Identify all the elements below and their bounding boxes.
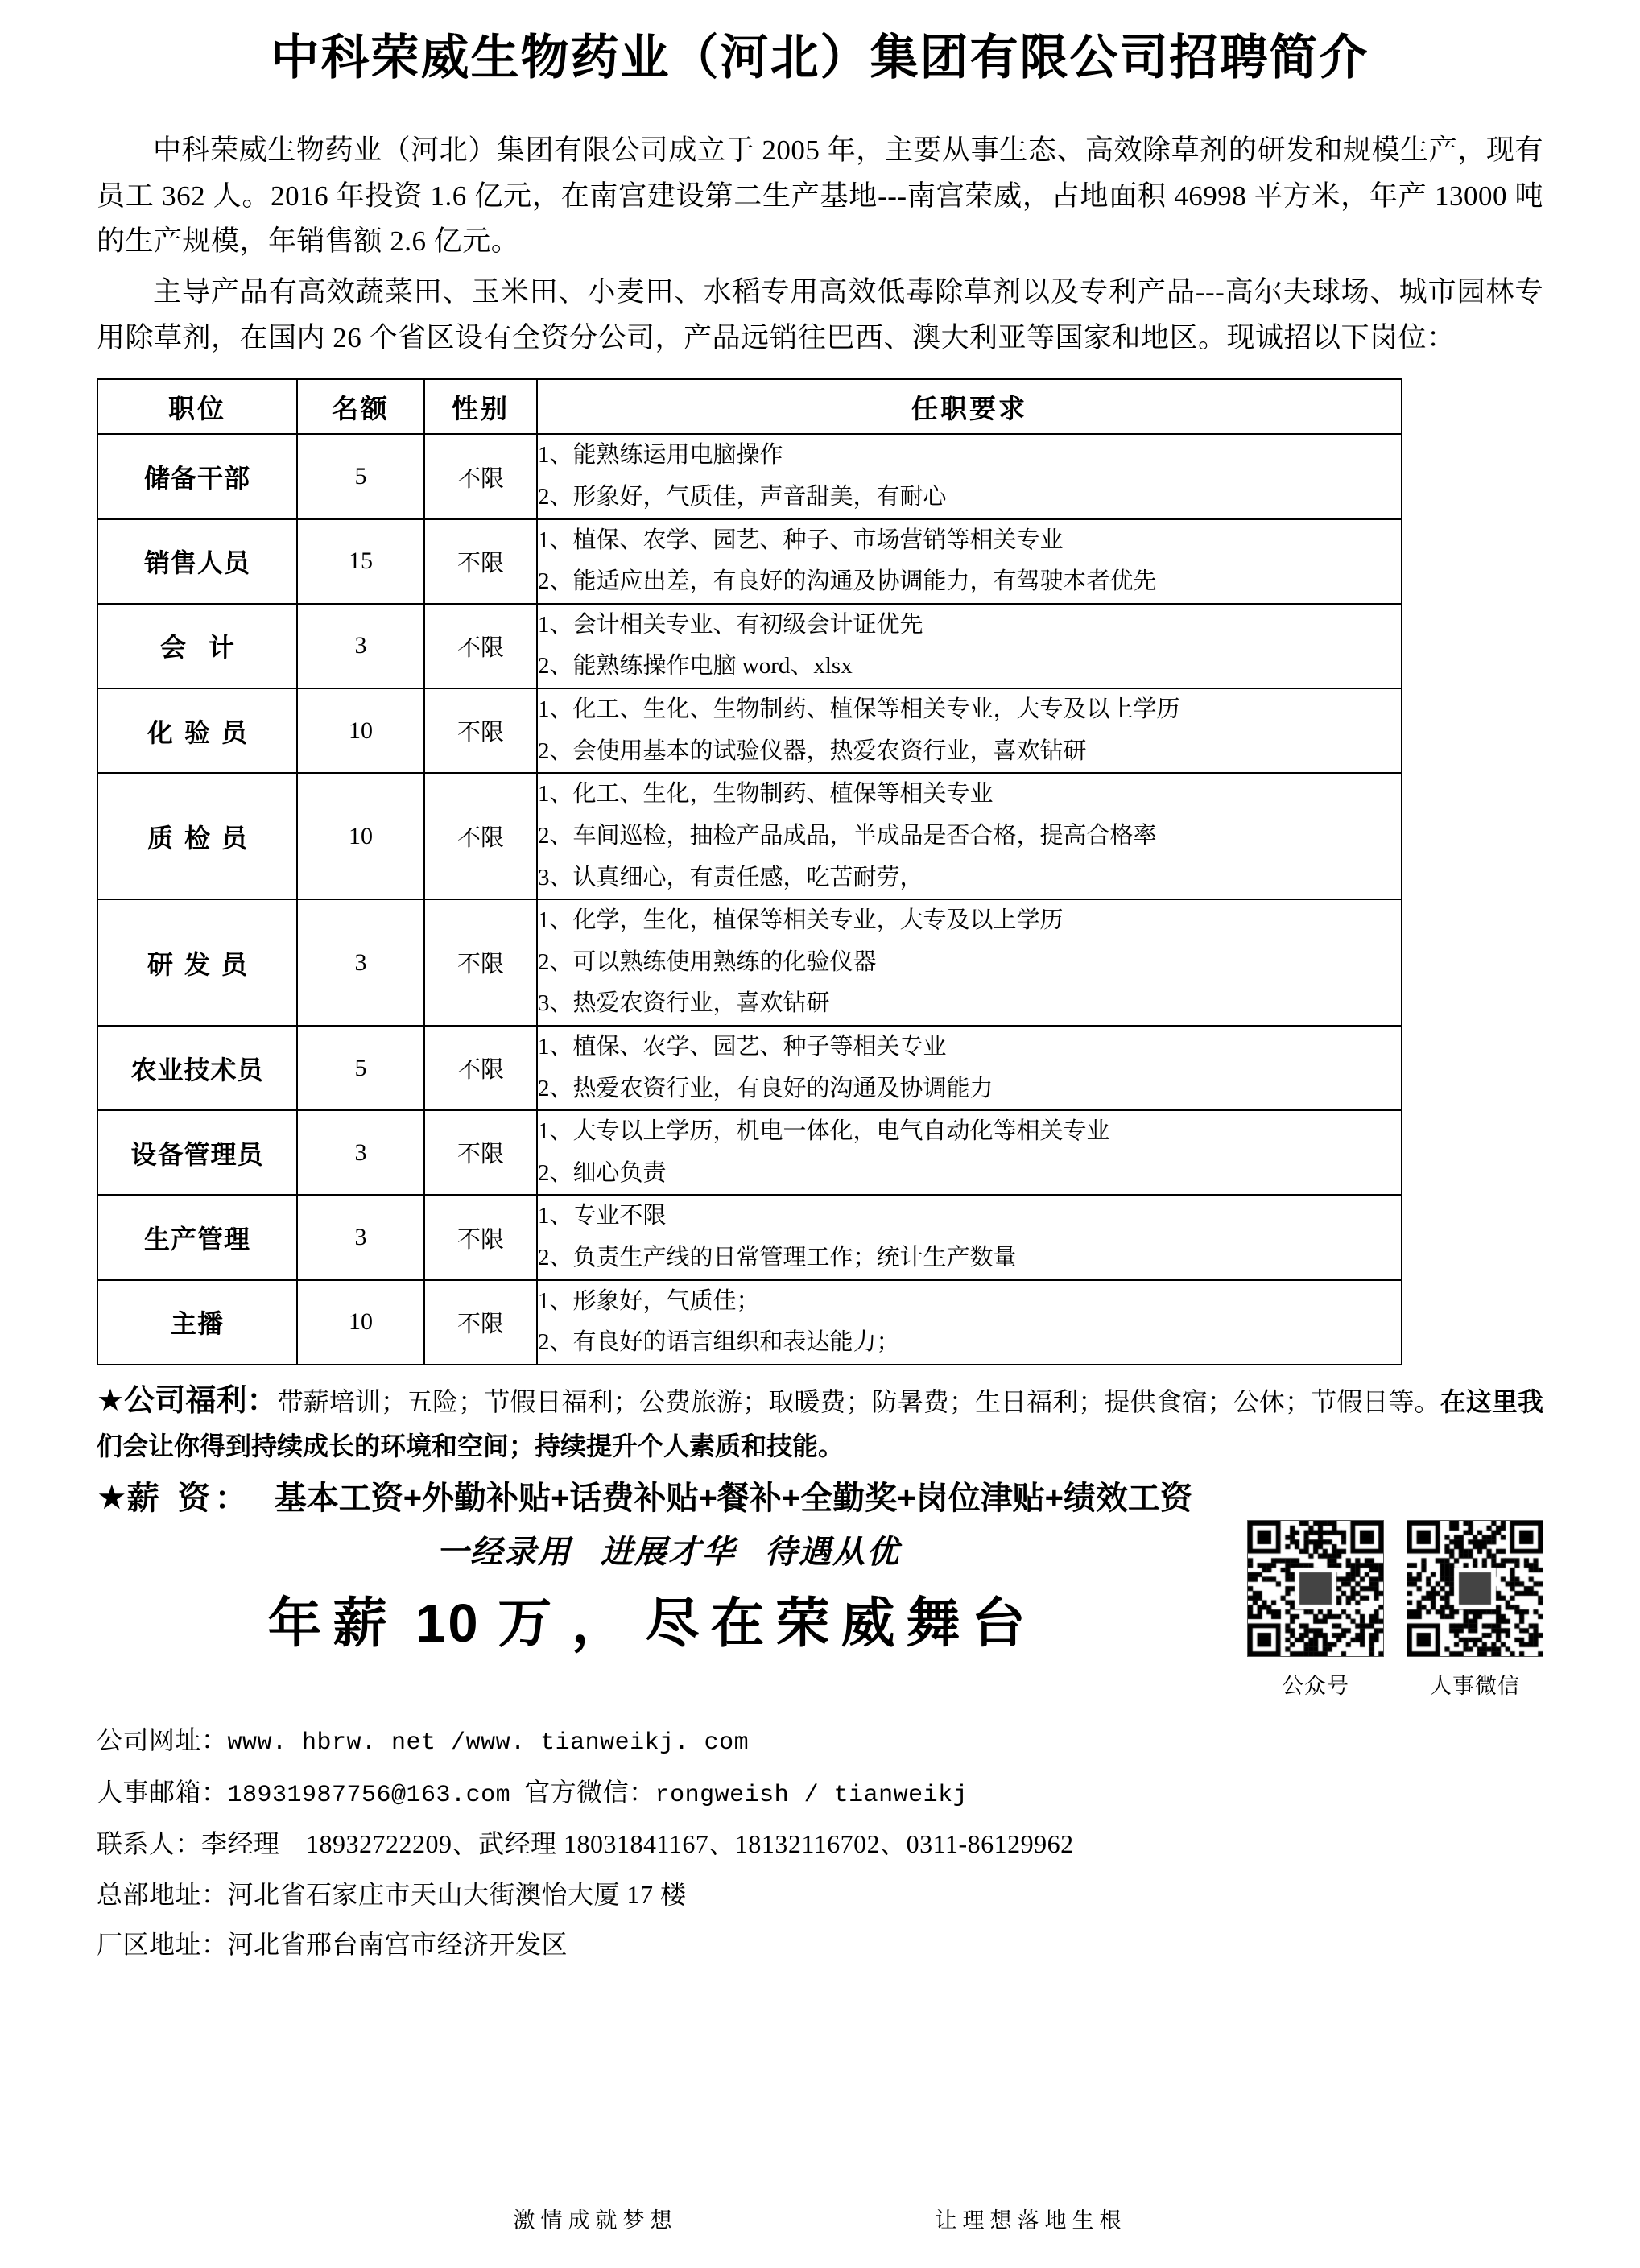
intro-section <box>97 128 1543 361</box>
requirement-item: 1、形象好，气质佳； <box>538 1287 760 1314</box>
table-body <box>97 434 1402 1364</box>
contact-person-line <box>97 1819 1543 1869</box>
hq-address-value: 河北省石家庄市天山大街澳怡大厦 17 楼 <box>227 1879 687 1909</box>
qr-item-official-account <box>1247 1520 1384 1700</box>
cell-count: 10 <box>297 773 424 899</box>
cell-requirements <box>537 1195 1402 1279</box>
cell-position: 质检员 <box>97 773 297 899</box>
requirement-item: 1、植保、农学、园艺、种子等相关专业 <box>538 1033 947 1060</box>
cell-position: 研发员 <box>97 899 297 1026</box>
benefits-text: 带薪培训；五险；节假日福利；公费旅游；取暖费；防暑费；生日福利；提供食宿；公休；节假日等。 <box>277 1386 1440 1416</box>
slogan-comma: ， <box>571 1593 628 1655</box>
cell-requirements <box>537 899 1402 1026</box>
cell-position: 设备管理员 <box>97 1110 297 1195</box>
slogan-line-1 <box>97 1526 1135 1572</box>
column-header-position: 职位 <box>97 379 297 434</box>
qr-caption-official-account: 公众号 <box>1282 1674 1349 1699</box>
footer-slogan-right: 让理想落地生根 <box>935 2208 1127 2233</box>
salary-value: 基本工资+外勤补贴+话费补贴+餐补+全勤奖+岗位津贴+绩效工资 <box>274 1481 1192 1517</box>
cell-requirements <box>537 1280 1402 1365</box>
qr-item-hr-wechat <box>1407 1520 1543 1700</box>
plant-address-label: 厂区地址： <box>97 1930 228 1959</box>
slogan-text-block <box>97 1526 1135 1658</box>
requirement-item: 2、能熟练操作电脑 word、xlsx <box>538 653 853 680</box>
email-value[interactable]: 18931987756@163.com <box>227 1781 511 1809</box>
requirement-item: 3、热爱农资行业，喜欢钻研 <box>538 990 830 1017</box>
cell-gender: 不限 <box>424 688 537 773</box>
cell-count: 5 <box>297 1026 424 1110</box>
requirement-item: 2、能适应出差，有良好的沟通及协调能力，有驾驶本者优先 <box>538 568 1157 595</box>
requirement-item: 1、化工、生化、生物制药、植保等相关专业，大专及以上学历 <box>538 696 1180 723</box>
cell-requirements <box>537 519 1402 604</box>
slogan-salary-unit: 万 <box>498 1593 555 1655</box>
cell-position: 销售人员 <box>97 519 297 604</box>
requirement-item: 2、负责生产线的日常管理工作；统计生产数量 <box>538 1245 1017 1271</box>
requirement-item: 1、植保、农学、园艺、种子、市场营销等相关专业 <box>538 527 1064 553</box>
cell-gender: 不限 <box>424 1280 537 1365</box>
cell-count: 10 <box>297 688 424 773</box>
slogan-phrase-3: 待遇从优 <box>765 1535 900 1571</box>
hq-address-label: 总部地址： <box>97 1879 228 1909</box>
slogan-phrase-1: 一经录用 <box>436 1535 572 1571</box>
cell-gender: 不限 <box>424 519 537 604</box>
slogan-salary-suffix: 尽在荣威舞台 <box>645 1593 1037 1655</box>
contact-email-line <box>97 1767 1543 1820</box>
requirement-item: 1、能熟练运用电脑操作 <box>538 442 783 469</box>
requirement-item: 1、专业不限 <box>538 1203 667 1229</box>
benefits-label: 公司福利： <box>124 1383 278 1418</box>
intro-paragraph-2: 主导产品有高效蔬菜田、玉米田、小麦田、水稻专用高效低毒除草剂以及专利产品---高尔夫球场、城市园林专用除草剂，在国内 26 个省区设有全资分公司，产品远销往巴西、澳大利亚等国家和地区。现诚招以下岗位： <box>97 276 1543 353</box>
requirement-item: 2、细心负责 <box>538 1159 667 1186</box>
requirement-item: 2、有良好的语言组织和表达能力； <box>538 1329 900 1356</box>
slogan-salary-prefix: 年薪 <box>267 1593 399 1655</box>
table-row <box>97 519 1402 604</box>
cell-position: 储备干部 <box>97 434 297 518</box>
intro-paragraph-1: 中科荣威生物药业（河北）集团有限公司成立于 2005 年，主要从事生态、高效除草剂的研发和规模生产，现有员工 362 人。2016 年投资 1.6 亿元，在南宫建设第二生产基地---南宫荣威，占地面积 46998 平方米，年产 13000 吨的生产规模，年销售额 2.6 亿元。 <box>97 134 1543 258</box>
cell-position: 生产管理 <box>97 1195 297 1279</box>
cell-count: 10 <box>297 1280 424 1365</box>
salary-label: 薪 资： <box>126 1481 252 1517</box>
company-benefits <box>97 1377 1543 1468</box>
cell-requirements <box>537 773 1402 899</box>
cell-position: 化验员 <box>97 688 297 773</box>
qr-code-hr-wechat[interactable] <box>1407 1520 1543 1657</box>
requirement-item: 1、会计相关专业、有初级会计证优先 <box>538 611 923 638</box>
star-icon-salary: ★ <box>97 1478 127 1517</box>
slogan-line-2 <box>97 1580 1135 1658</box>
cell-count: 3 <box>297 899 424 1026</box>
cell-gender: 不限 <box>424 434 537 518</box>
cell-position: 主播 <box>97 1280 297 1365</box>
cell-requirements <box>537 604 1402 688</box>
table-row <box>97 899 1402 1026</box>
cell-requirements <box>537 1110 1402 1195</box>
requirement-item: 1、化工、生化，生物制药、植保等相关专业 <box>538 781 994 808</box>
cell-gender: 不限 <box>424 773 537 899</box>
table-row <box>97 434 1402 518</box>
footer-slogan-left: 激情成就梦想 <box>513 2208 678 2233</box>
salary-composition <box>97 1473 1543 1518</box>
cell-position: 会计 <box>97 604 297 688</box>
cell-count: 3 <box>297 1195 424 1279</box>
website-label: 公司网址： <box>97 1725 228 1755</box>
table-row <box>97 773 1402 899</box>
contact-person-label: 联系人： <box>97 1829 202 1859</box>
page-title: 中科荣威生物药业（河北）集团有限公司招聘简介 <box>271 31 1369 85</box>
cell-gender: 不限 <box>424 1026 537 1110</box>
slogan-phrase-2: 进展才华 <box>601 1535 736 1571</box>
column-header-count: 名额 <box>297 379 424 434</box>
cell-gender: 不限 <box>424 604 537 688</box>
table-row <box>97 604 1402 688</box>
cell-requirements <box>537 1026 1402 1110</box>
cell-requirements <box>537 688 1402 773</box>
cell-position: 农业技术员 <box>97 1026 297 1110</box>
requirement-item: 2、热爱农资行业，有良好的沟通及协调能力 <box>538 1075 994 1101</box>
requirement-item: 2、形象好，气质佳，声音甜美，有耐心 <box>538 484 947 510</box>
requirement-item: 2、会使用基本的试验仪器，热爱农资行业，喜欢钻研 <box>538 737 1087 764</box>
qr-caption-hr-wechat: 人事微信 <box>1430 1674 1520 1699</box>
star-icon: ★ <box>97 1383 125 1418</box>
email-label: 人事邮箱： <box>97 1777 228 1807</box>
table-row <box>97 1280 1402 1365</box>
plant-address-value: 河北省邢台南宫市经济开发区 <box>227 1930 568 1959</box>
cell-gender: 不限 <box>424 1195 537 1279</box>
cell-gender: 不限 <box>424 1110 537 1195</box>
job-positions-table <box>97 378 1402 1365</box>
qr-code-zone <box>1247 1520 1543 1700</box>
qr-code-official-account[interactable] <box>1247 1520 1384 1657</box>
cell-count: 15 <box>297 519 424 604</box>
contact-person-value: 李经理 18932722209、武经理 18031841167、18132116702、0311-86129962 <box>201 1829 1074 1859</box>
cell-count: 3 <box>297 1110 424 1195</box>
contact-plant-line <box>97 1919 1543 1969</box>
slogan-salary-number: 10 <box>415 1593 481 1655</box>
slogan-and-qr-zone <box>97 1526 1543 1712</box>
wechat-label: 官方微信： <box>524 1777 655 1807</box>
column-header-requirements: 任职要求 <box>537 379 1402 434</box>
wechat-value[interactable]: rongweish / tianweikj <box>655 1781 969 1809</box>
table-row <box>97 1026 1402 1110</box>
table-row <box>97 1195 1402 1279</box>
benefits-emphasis: 在这里我们会让你得到持续成长的环境和空间；持续提升个人素质和技能。 <box>97 1386 1543 1461</box>
requirement-item: 2、可以熟练使用熟练的化验仪器 <box>538 948 877 975</box>
contact-hq-line <box>97 1869 1543 1919</box>
requirement-item: 2、车间巡检，抽检产品成品，半成品是否合格，提高合格率 <box>538 822 1157 849</box>
contact-website-line <box>97 1715 1543 1767</box>
page-footer <box>97 2203 1543 2234</box>
column-header-gender: 性别 <box>424 379 537 434</box>
website-value[interactable]: www. hbrw. net /www. tianweikj. com <box>227 1729 750 1758</box>
table-row <box>97 1110 1402 1195</box>
requirement-item: 1、大专以上学历，机电一体化，电气自动化等相关专业 <box>538 1118 1110 1145</box>
requirement-item: 1、化学，生化，植保等相关专业，大专及以上学历 <box>538 907 1064 934</box>
table-header-row <box>97 379 1402 434</box>
cell-gender: 不限 <box>424 899 537 1026</box>
cell-count: 3 <box>297 604 424 688</box>
cell-requirements <box>537 434 1402 518</box>
table-row <box>97 688 1402 773</box>
cell-count: 5 <box>297 434 424 518</box>
requirement-item: 3、认真细心，有责任感，吃苦耐劳， <box>538 864 923 890</box>
contact-section <box>97 1715 1543 1969</box>
